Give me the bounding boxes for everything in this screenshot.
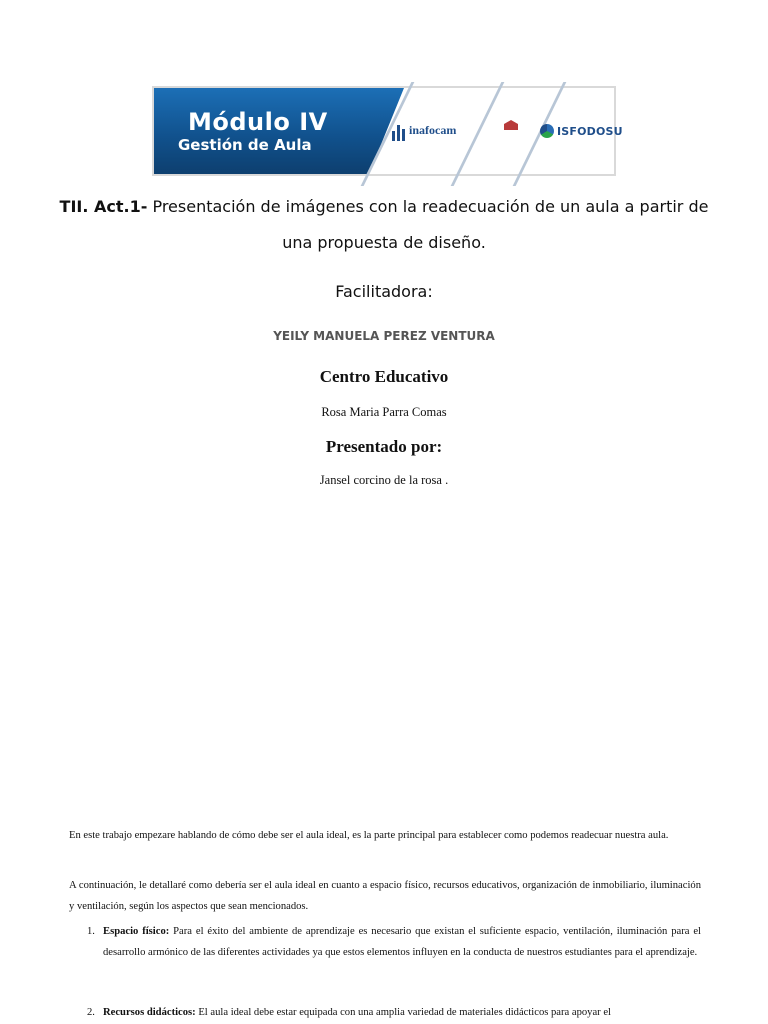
list-item-number: 2. <box>87 1007 95 1018</box>
isfodosu-logo <box>540 124 623 138</box>
building-emblem-icon <box>504 120 518 130</box>
list-item-text: El aula ideal debe estar equipada con una amplia variedad de materiales didácticos para apoyar el <box>195 1007 612 1018</box>
presenter-name: Jansel corcino de la rosa . <box>319 473 449 487</box>
isfodosu-mark-icon <box>540 124 554 138</box>
banner-title: Módulo IV <box>188 108 328 136</box>
title-text: Presentación de imágenes con la readecuación de un aula a partir de <box>147 197 709 216</box>
document-title-line-1 <box>0 197 768 216</box>
isfodosu-logo-text: ISFODOSU <box>557 124 623 138</box>
list-item <box>69 921 701 963</box>
inafocam-logo-text: inafocam <box>409 123 457 137</box>
context-paragraph: A continuación, le detallaré como debería ser el aula ideal en cuanto a espacio físico, recursos educativos, organización de inmobiliario, iluminación y ventilación, según los aspectos que sean mencionados. <box>69 880 701 912</box>
school-label: Centro Educativo <box>319 367 449 386</box>
inafocam-bars-icon <box>392 125 405 141</box>
list-item-term: Recursos didácticos: <box>103 1007 196 1018</box>
title-bold-prefix: TII. Act.1- <box>59 197 148 216</box>
facilitator-label: Facilitadora: <box>335 282 433 301</box>
list-item <box>69 1002 701 1023</box>
document-title-line-2: una propuesta de diseño. <box>282 233 486 252</box>
inafocam-logo <box>392 124 456 141</box>
list-item-text: Para el éxito del ambiente de aprendizaje es necesario que existan el suficiente espacio, ventilación, iluminación para el desarrollo armónico de las diferentes actividades ya que estos elementos influyen en la conducta de nuestros estudiantes para el aprendizaje. <box>103 926 701 958</box>
minerd-logo <box>484 120 538 141</box>
school-name: Rosa Maria Parra Comas <box>321 405 447 419</box>
list-item-term: Espacio físico: <box>103 926 170 937</box>
presenter-label: Presentado por: <box>325 437 443 456</box>
module-banner <box>152 86 623 176</box>
intro-paragraph: En este trabajo empezare hablando de cómo debe ser el aula ideal, es la parte principal para establecer como podemos readecuar nuestra aula. <box>69 830 669 841</box>
banner-subtitle: Gestión de Aula <box>178 136 312 154</box>
facilitator-name: YEILY MANUELA PEREZ VENTURA <box>273 329 495 343</box>
list-item-number: 1. <box>87 926 95 937</box>
